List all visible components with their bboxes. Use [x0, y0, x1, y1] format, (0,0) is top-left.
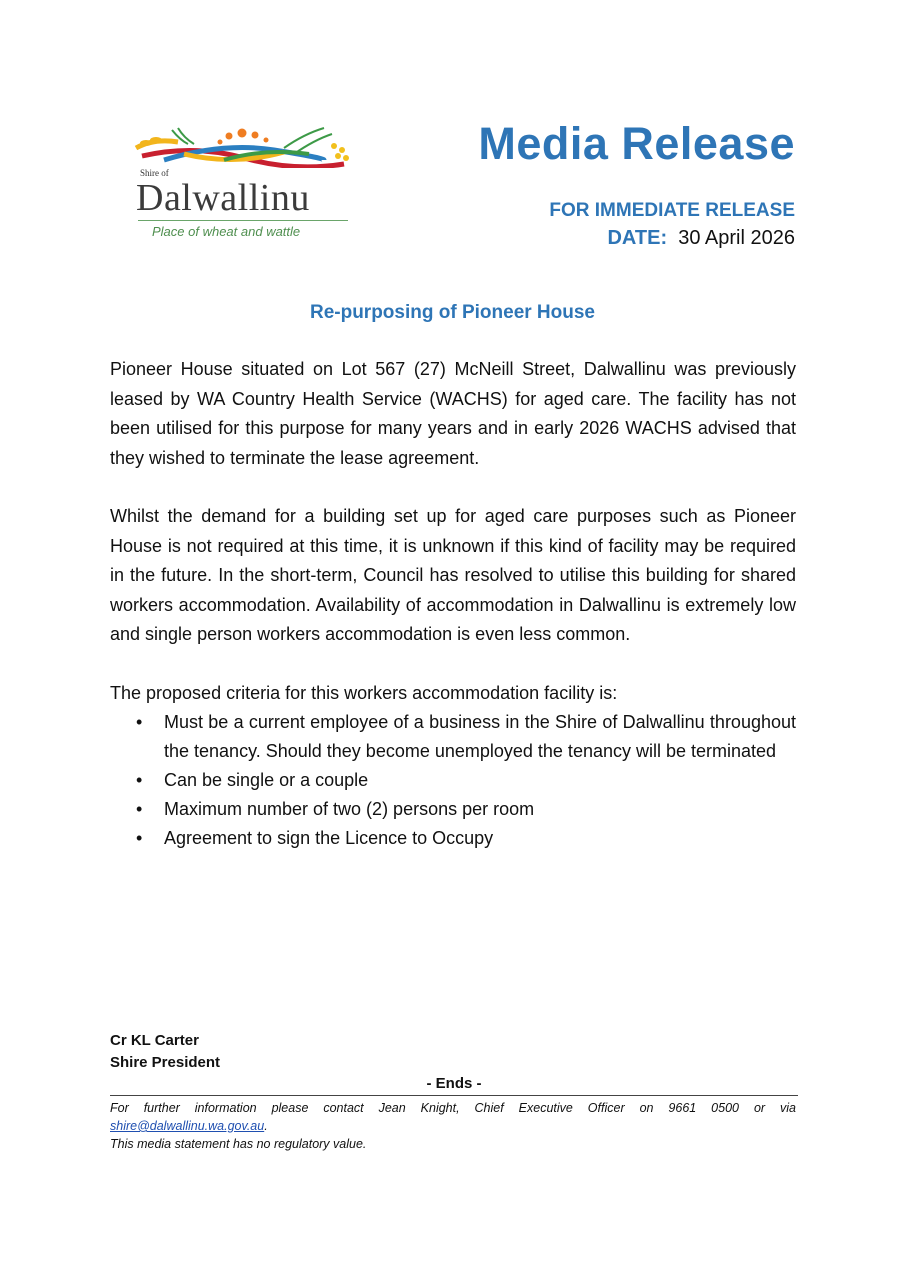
bullet-icon: • — [136, 799, 143, 819]
release-body — [110, 355, 796, 853]
shire-logo — [134, 124, 354, 240]
contact-text: For further information please contact Jean Knight, Chief Executive Officer on 9661 0500 or via — [110, 1101, 796, 1115]
criteria-intro: The proposed criteria for this workers accommodation facility is: — [110, 682, 618, 703]
release-type: FOR IMMEDIATE RELEASE — [549, 200, 795, 221]
list-item — [110, 824, 796, 853]
release-date — [478, 224, 795, 252]
logo-emblem-icon — [134, 124, 354, 168]
body-paragraph: Pioneer House situated on Lot 567 (27) McNeill Street, Dalwallinu was previously leased by WA Country Health Service (WACHS) for aged care. The facility has not been utilised for this purpose for many years and in early 2026 WACHS advised that they wished to terminate the lease agreement. — [110, 359, 796, 468]
ends-marker: - Ends - — [426, 1075, 482, 1092]
bullet-icon: • — [136, 828, 143, 848]
logo-divider — [138, 220, 348, 221]
logo-name: Dalwallinu — [136, 177, 310, 219]
criteria-text: Can be single or a couple — [164, 770, 369, 790]
signatory-name: Cr KL Carter — [110, 1032, 199, 1049]
signatory-title: Shire President — [110, 1054, 221, 1071]
release-heading: Re-purposing of Pioneer House — [309, 302, 596, 323]
list-item — [110, 708, 796, 766]
criteria-list — [110, 708, 796, 853]
criteria-text: Maximum number of two (2) persons per room — [164, 799, 535, 819]
closing-block — [110, 1030, 798, 1153]
list-item — [110, 766, 796, 795]
logo-tagline: Place of wheat and wattle — [152, 224, 301, 239]
body-paragraph: Whilst the demand for a building set up for aged care purposes such as Pioneer House is not required at this time, it is unknown if this kind of facility may be required in the future. In the short-term, Council has resolved to utilise this building for shared workers accommodation. Availability of accommodation in Dalwallinu is extremely low and single person workers accommodation is even less common. — [110, 506, 796, 644]
email-suffix: . — [264, 1119, 268, 1133]
date-value: 30 April 2026 — [678, 227, 795, 249]
footer-note — [110, 1099, 796, 1153]
footer-divider — [110, 1095, 798, 1096]
list-item — [110, 795, 796, 824]
signature-block — [110, 1030, 798, 1074]
bullet-icon: • — [136, 770, 143, 790]
release-header — [478, 116, 795, 252]
email-link[interactable]: shire@dalwallinu.wa.gov.au — [110, 1119, 265, 1133]
criteria-text: Agreement to sign the Licence to Occupy — [164, 828, 494, 848]
bullet-icon: • — [136, 712, 143, 732]
date-label: DATE: — [607, 227, 668, 249]
page-title: Media Release — [478, 118, 795, 169]
criteria-text: Must be a current employee of a business in the Shire of Dalwallinu throughout the tenancy. Should they become unemployed the tenancy will be terminated — [164, 712, 796, 761]
disclaimer: This media statement has no regulatory value. — [110, 1137, 367, 1151]
logo-shire-of: Shire of — [140, 168, 169, 178]
